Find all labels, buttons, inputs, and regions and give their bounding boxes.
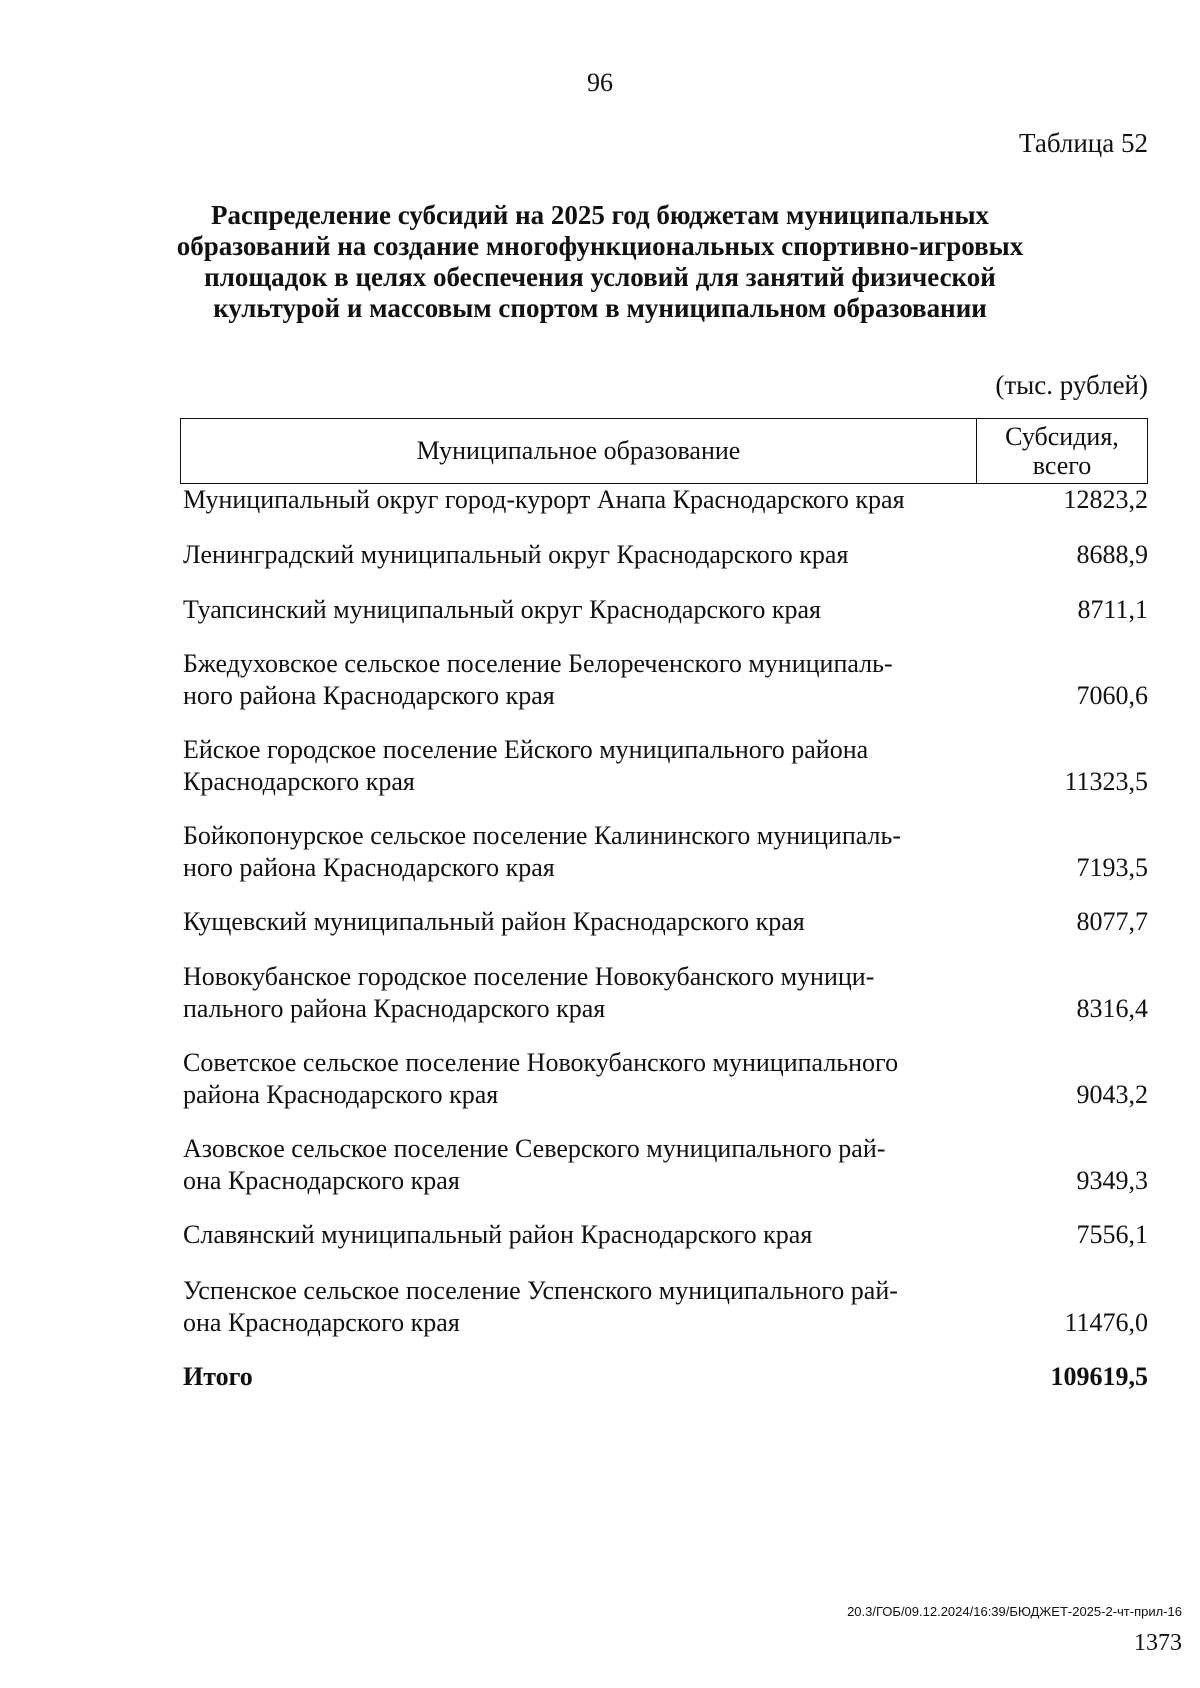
row-amount: 8077,7	[1076, 907, 1148, 936]
table-row	[180, 906, 1148, 938]
subsidy-table	[180, 418, 1148, 1391]
row-name-line: Туапсинский муниципальный округ Краснодарского края	[183, 595, 821, 624]
document-title	[150, 200, 1050, 324]
table-header	[180, 418, 1148, 484]
row-name-line: Ленинградский муниципальный округ Краснодарского края	[183, 540, 849, 569]
row-amount: 9043,2	[1076, 1080, 1148, 1109]
table-row	[180, 539, 1148, 571]
table-row	[180, 820, 1148, 884]
row-name-line: она Краснодарского края	[183, 1166, 460, 1195]
row-amount: 7556,1	[1076, 1220, 1148, 1249]
row-amount: 8316,4	[1076, 994, 1148, 1023]
row-name-line: пального района Краснодарского края	[183, 994, 606, 1023]
row-amount: 7193,5	[1076, 853, 1148, 882]
row-municipality	[180, 906, 983, 938]
table-row	[180, 734, 1148, 798]
header-municipality: Муниципальное образование	[181, 419, 977, 483]
row-name-line: Ейское городское поселение Ейского муниципального района	[183, 735, 869, 764]
units-note: (тыс. рублей)	[995, 370, 1148, 400]
row-amount: 11476,0	[1064, 1308, 1148, 1337]
row-municipality	[180, 484, 983, 516]
row-municipality	[180, 961, 983, 1025]
row-amount: 8688,9	[1076, 540, 1148, 569]
footer-code: 20.3/ГОБ/09.12.2024/16:39/БЮДЖЕТ-2025-2-чт-прил-16	[847, 1604, 1182, 1619]
table-row	[180, 594, 1148, 626]
row-municipality	[180, 1047, 983, 1111]
row-amount: 9349,3	[1076, 1166, 1148, 1195]
row-name-line: Советское сельское поселение Новокубанского муниципального	[183, 1048, 899, 1077]
table-label: Таблица 52	[1019, 128, 1148, 158]
row-name-line: Азовское сельское поселение Северского муниципального рай-	[183, 1134, 886, 1163]
row-municipality	[180, 594, 983, 626]
title-line: Распределение субсидий на 2025 год бюджетам муниципальных	[210, 200, 990, 230]
row-name-line: Муниципальный округ город-курорт Анапа Краснодарского края	[183, 485, 905, 514]
row-municipality	[180, 820, 983, 884]
total-row	[180, 1361, 1148, 1393]
footer-page-number: 1373	[1134, 1630, 1182, 1656]
row-name-line: района Краснодарского края	[183, 1080, 499, 1109]
title-line: площадок в целях обеспечения условий для занятий физической	[204, 262, 996, 292]
page-number: 96	[587, 68, 613, 97]
title-line: культурой и массовым спортом в муниципальном образовании	[213, 293, 987, 323]
row-amount: 8711,1	[1077, 595, 1148, 624]
table-row	[180, 1133, 1148, 1197]
row-name-line: Славянский муниципальный район Краснодарского края	[183, 1220, 813, 1249]
row-municipality	[180, 734, 983, 798]
row-name-line: ного района Краснодарского края	[183, 853, 555, 882]
row-amount: 12823,2	[1063, 485, 1148, 514]
header-subsidy-line: Субсидия,	[1005, 422, 1119, 451]
row-municipality	[180, 648, 983, 712]
table-row	[180, 484, 1148, 516]
row-name-line: Бжедуховское сельское поселение Белореченского муниципаль-	[183, 649, 893, 678]
total-label-text: Итого	[183, 1362, 253, 1391]
row-name-line: Краснодарского края	[183, 767, 415, 796]
row-municipality	[180, 1275, 983, 1339]
row-municipality	[180, 1219, 983, 1251]
table-row	[180, 648, 1148, 712]
header-subsidy-line: всего	[1032, 451, 1092, 480]
total-label	[180, 1361, 983, 1393]
row-municipality	[180, 539, 983, 571]
row-amount: 11323,5	[1064, 767, 1148, 796]
row-name-line: ного района Краснодарского края	[183, 681, 555, 710]
row-name-line: она Краснодарского края	[183, 1308, 460, 1337]
header-subsidy	[977, 419, 1147, 483]
row-name-line: Кущевский муниципальный район Краснодарского края	[183, 907, 805, 936]
title-line: образований на создание многофункциональных спортивно-игровых	[176, 231, 1024, 261]
total-amount: 109619,5	[1050, 1362, 1148, 1391]
table-row	[180, 1219, 1148, 1251]
row-amount: 7060,6	[1076, 681, 1148, 710]
table-row	[180, 1047, 1148, 1111]
row-name-line: Бойкопонурское сельское поселение Калининского муниципаль-	[183, 821, 902, 850]
row-municipality	[180, 1133, 983, 1197]
row-name-line: Новокубанское городское поселение Новокубанского муници-	[183, 962, 875, 991]
table-row	[180, 1275, 1148, 1339]
table-row	[180, 961, 1148, 1025]
row-name-line: Успенское сельское поселение Успенского муниципального рай-	[183, 1276, 898, 1305]
